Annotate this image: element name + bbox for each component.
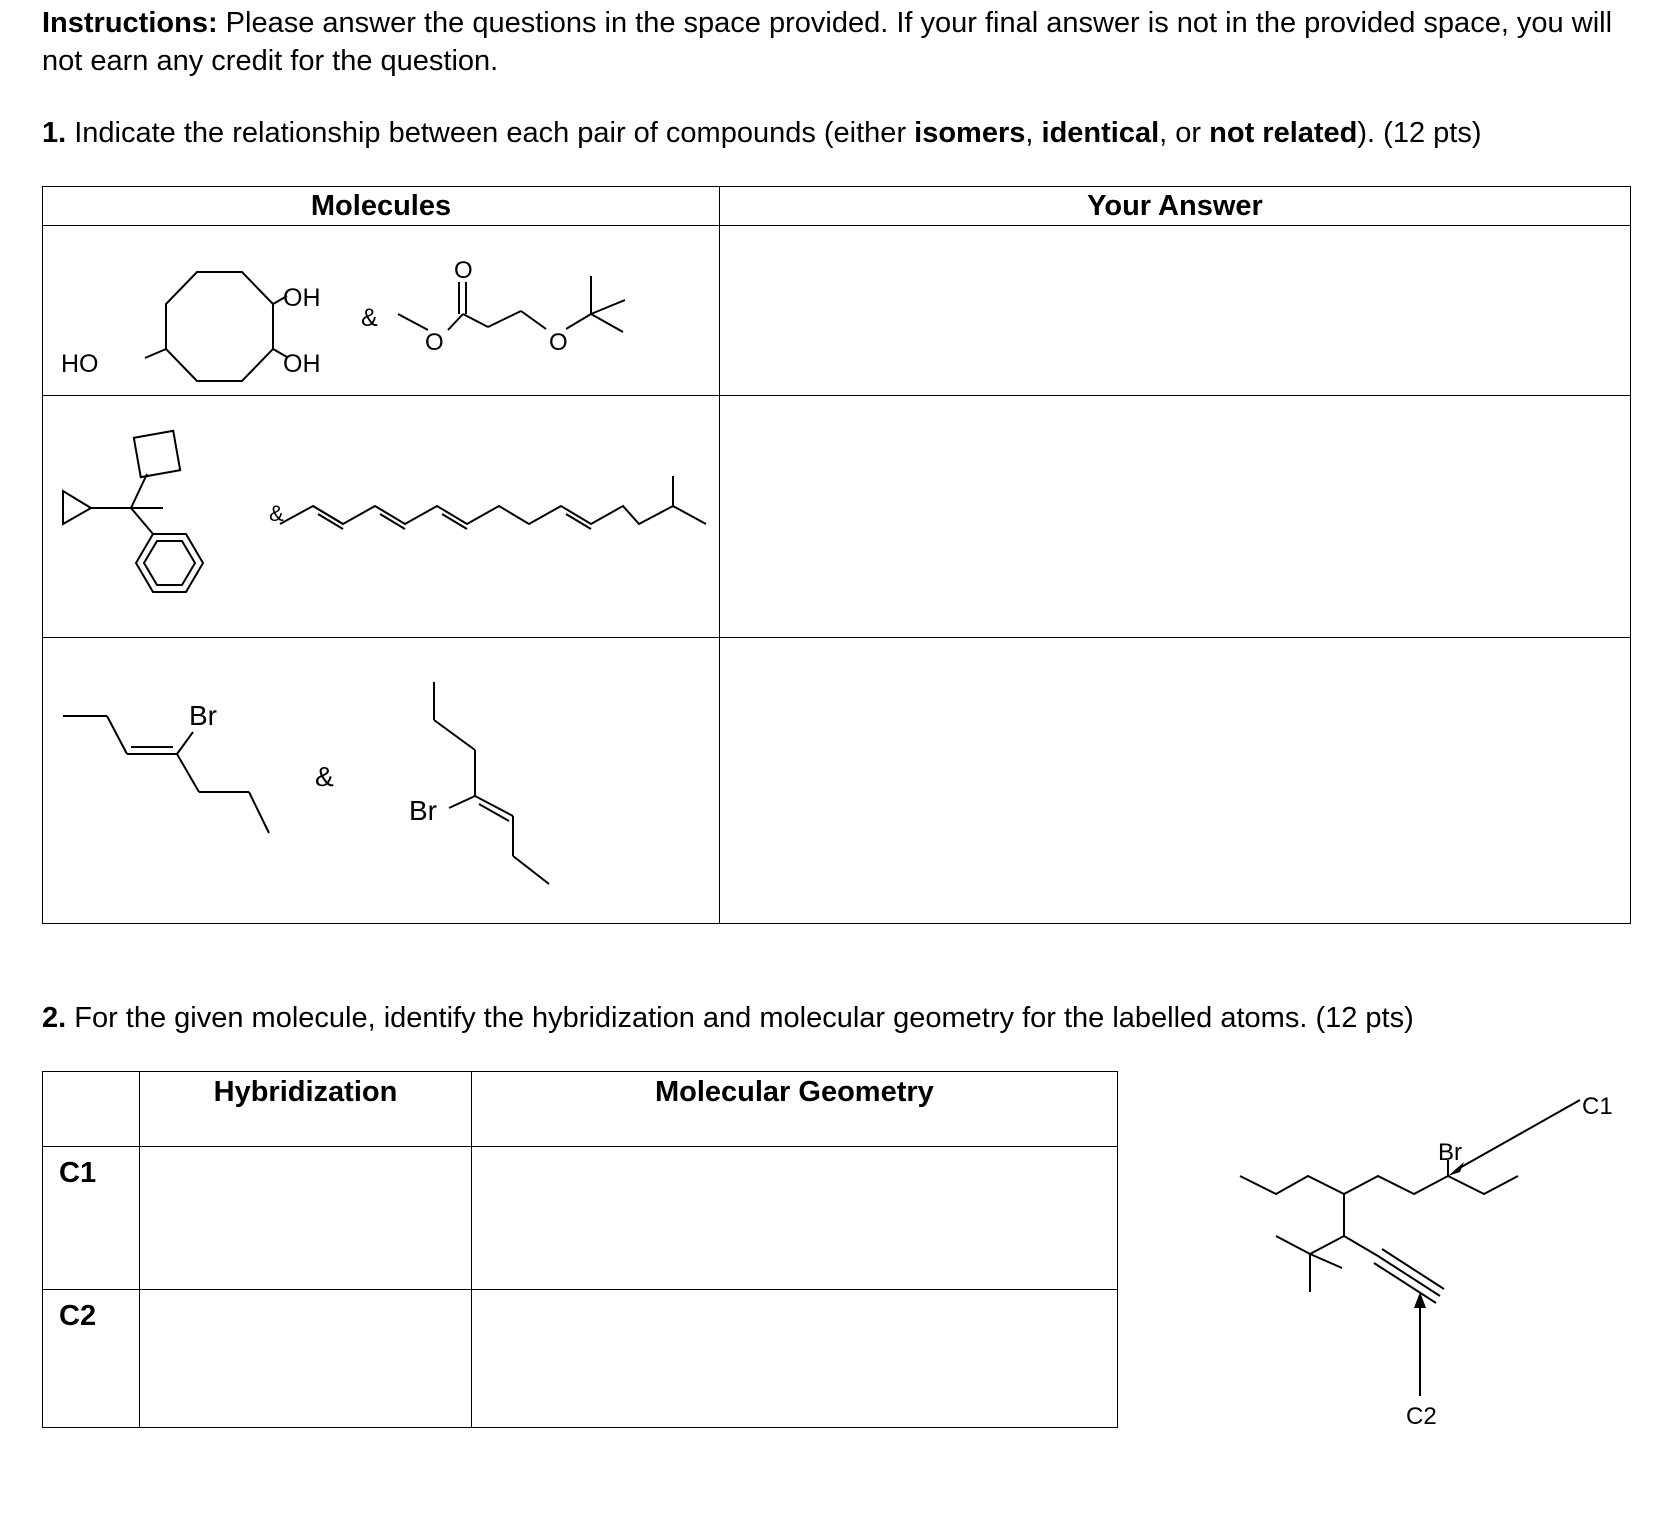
relationship-table <box>42 186 1631 924</box>
oxygen-label-carbonyl: O <box>454 257 473 284</box>
c1-geometry-cell[interactable] <box>471 1147 1117 1290</box>
question-2-prompt <box>42 999 1642 1037</box>
hybridization-table <box>42 1071 1118 1428</box>
answer-cell-3[interactable] <box>720 638 1631 924</box>
c2-hybridization-cell[interactable] <box>140 1290 472 1428</box>
c2-geometry-cell[interactable] <box>471 1290 1117 1428</box>
instructions <box>42 4 1642 80</box>
q1-text-a: Indicate the relationship between each pair of compounds (either <box>66 117 915 149</box>
option-isomers: isomers <box>914 117 1026 149</box>
molecule-pair-3 <box>43 638 720 924</box>
molecule-c1-label: C1 <box>1582 1093 1613 1120</box>
row-label-c2: C2 <box>43 1290 140 1428</box>
header-blank <box>43 1072 140 1147</box>
header-molecular-geometry: Molecular Geometry <box>471 1072 1117 1147</box>
molecule-pair-3-drawing <box>43 638 719 924</box>
option-identical: identical <box>1041 117 1160 149</box>
header-your-answer: Your Answer <box>720 187 1631 226</box>
br-label-2: Br <box>409 795 437 826</box>
ho-label: HO <box>61 350 99 378</box>
option-not-related: not related <box>1209 117 1358 149</box>
answer-cell-2[interactable] <box>720 396 1631 638</box>
molecule-br-label: Br <box>1438 1139 1462 1166</box>
molecule-pair-1-drawing <box>43 226 719 396</box>
c1-hybridization-cell[interactable] <box>140 1147 472 1290</box>
answer-cell-1[interactable] <box>720 226 1631 396</box>
instructions-label: Instructions: <box>42 7 218 39</box>
header-hybridization: Hybridization <box>140 1072 472 1147</box>
instructions-text: Please answer the questions in the space provided. If your final answer is not in the provided space, you will not earn any credit for the question. <box>42 7 1613 77</box>
ampersand-2: & <box>269 501 284 526</box>
molecule-pair-2 <box>43 396 720 638</box>
question-1-prompt <box>42 114 1642 152</box>
q1-sep2: , or <box>1159 117 1210 149</box>
br-label-1: Br <box>189 700 217 731</box>
oxygen-label-ester: O <box>425 329 444 356</box>
molecule-pair-1 <box>43 226 720 396</box>
row-label-c1: C1 <box>43 1147 140 1290</box>
labelled-molecule <box>1200 1060 1640 1440</box>
q1-sep1: , <box>1025 117 1042 149</box>
oxygen-label-ether: O <box>549 329 568 356</box>
question-1-number: 1. <box>42 117 67 149</box>
ampersand-3: & <box>315 761 334 792</box>
q2-text: For the given molecule, identify the hybridization and molecular geometry for the labelled atoms. (12 pts) <box>66 1002 1414 1034</box>
header-molecules: Molecules <box>43 187 720 226</box>
molecule-pair-2-drawing <box>43 396 719 638</box>
oh-label-1: OH <box>283 284 321 312</box>
ampersand-1: & <box>361 304 378 332</box>
q1-text-b: ). (12 pts) <box>1357 117 1482 149</box>
oh-label-2: OH <box>283 350 321 378</box>
question-2-number: 2. <box>42 1002 67 1034</box>
molecule-c2-label: C2 <box>1406 1403 1437 1430</box>
